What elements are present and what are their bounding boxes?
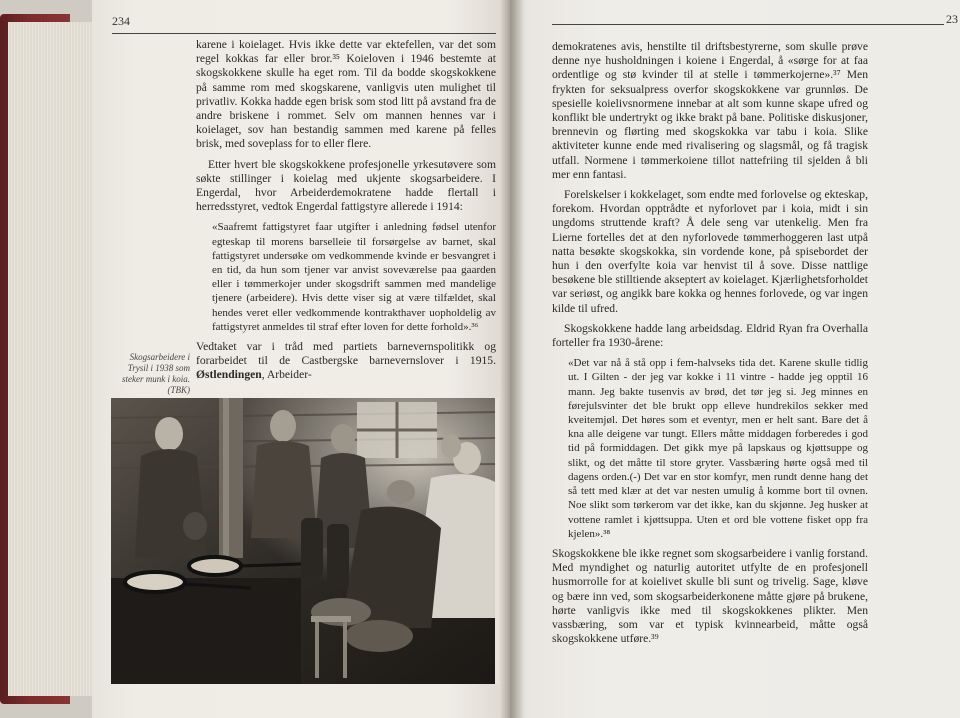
cabin-photo	[111, 398, 499, 684]
after-quote-tail: , Arbeider-	[261, 368, 312, 382]
photo-caption: Skogsarbeidere i Trysil i 1938 som steker munk i koia. (TBK)	[122, 352, 190, 395]
after-quote-text: Vedtaket var i tråd med partiets barnevernspolitikk og forarbeidet til de Castbergske barnevernslover i 1915.	[196, 340, 496, 368]
book-gutter	[500, 0, 524, 718]
right-paragraph-1: demokratenes avis, henstilte til driftsbestyrerne, som skulle prøve denne nye husholdningen i koiene i Engerdal, å «sørge for at faa ordentlige og stø kvinder til at stelle i tømmerkojerne».³⁷ Men frykten for seksualpress overfor skogskokkene var grunnløs. De spesielle koielivsnormene innebar at alt som kunne skape ufred og konflikt ble undertrykt og ikke brakt på bane. Politiske diskusjoner, brennevin og flørting med skogskokka var tabu i koia. Slike aktiviteter kunne ende med rivalisering og slagsmål, og få tragisk utfall. Normene i tømmerkoiene tillot nattefriing til sjelden å bli mer enn fantasi.	[552, 40, 868, 181]
right-closing-paragraph: Skogskokkene ble ikke regnet som skogsarbeidere i vanlig forstand. Med myndighet og naturlig autoritet utfylte de en profesjonell husmorrolle for at koielivet skulle bli sunt og trivelig. Sage, kløve og bære inn ved, som skogsarbeiderkonene måtte gjøre på brukene, hørte vanligvis ikke med til skogskokkenes plikter. Men vassbæring, som var et typisk kvinnearbeid, måtte også skogskokkene utføre.³⁹	[552, 546, 868, 646]
left-header-rule	[112, 33, 496, 34]
left-paragraph-2: Etter hvert ble skogskokkene profesjonelle yrkesutøvere som søkte stillinger i koielag med ukjente skogsarbeidere. I Engerdal, hvor Arbeiderdemokratene hadde flertall i herredsstyret, vedtok Engerdal fattigstyre allerede i 1914:	[196, 157, 496, 214]
right-paragraph-2: Forelskelser i kokkelaget, som endte med forlovelse og ekteskap, forekom. Hvordan opptrådte et nyforlovet par i koia, midt i sin ungdoms struttende kraft? Å dele seng var utenkelig. Men fra Lierne fortelles det at den nyforlovede tømmerhoggeren last utpå natta besøkte skogskokka, sin vordende kone, på spisebordet der hun i den overfylte koia var henvist til å sove. Disse nattlige besøkene ble stilltiende akseptert av koielaget. Kjærlighetsforholdet var seriøst, og angikk bare kokka og hennes forlovede, og var ingen kilde til ufred.	[552, 188, 868, 315]
right-header-rule	[552, 24, 944, 25]
left-page-number: 234	[112, 14, 130, 28]
right-block-quote: «Det var nå å stå opp i fem-halvseks tida det. Karene skulle tidlig ut. I Gilten - der jeg var kokke i 11 vintre - hadde jeg opptil 16 mann. Jeg bakte tusenvis av brød, det tør jeg si. Jeg minnes en førejulsvinter det ble brukt opp elleve hundrekilos sekker med kveitemjøl. Det høres som et eventyr, men er helt sant. Bare det å kna alle deigene var tungt. Ellers måtte middagen forberedes i god tid på formiddagen. Det gikk mye på lapskaus og kjøttsuppe og slikt, og det måtte til store gryter. Vassbæring hørte også med til dagens orden.(-) Det var en stor komfyr, men rundt denne hang det så tett med klær at det var nesten umulig å komme bort til ovnen. Noe slikt som tørkerom var det ikke, kan du skjønne. Jeg husker at vottene ramlet i kjøttsuppa. Uten et ord ble vottene fisket opp fra kjelen».³⁸	[568, 357, 868, 540]
right-page-number: 23	[946, 12, 958, 26]
left-body-text	[196, 38, 496, 383]
right-paragraph-3: Skogskokkene hadde lang arbeidsdag. Eldrid Ryan fra Overhalla forteller fra 1930-årene:	[552, 321, 868, 350]
page-edges	[8, 22, 100, 696]
right-body-text	[552, 40, 868, 646]
left-block-quote: «Saafremt fattigstyret faar utgifter i anledning fødsel utenfor egteskap til morens barselleie til forsørgelse av barnet, skal fattigstyret undersøke om vedkommende kvinde er besvangret i en tid, da hun som tjener var anvist soveværelse paa gaarden eller i tømmerkojer under skogsdrift sammen med mandelige tjenere (arbeidere). Hvis dette viser sig at være tilfældet, skal hendes veret eller vedkommende kontrakthaver uopholdelig av fattigstyret anmeldes til straf efter loven for dette forhold».³⁶	[212, 221, 496, 333]
left-paragraph-1: karene i koielaget. Hvis ikke dette var ektefellen, var det som regel kokkas far eller bror.³⁵ Koieloven i 1946 bestemte at skogskokkene skulle ha eget rom. Til da bodde skogskokkene på samme rom med skogskarene, vanligvis uten mulighet til privatliv. Kokka hadde egen brisk som stod litt på avstand fra de andre briskene i rommet. Selv om mannen hennes var i koielaget, sov han bestandig sammen med karene på felles brisk, med soveplass for to eller flere.	[196, 38, 496, 151]
left-after-quote	[196, 340, 496, 383]
newspaper-name: Østlendingen	[196, 368, 262, 382]
cabin-photo-illustration	[111, 398, 499, 684]
